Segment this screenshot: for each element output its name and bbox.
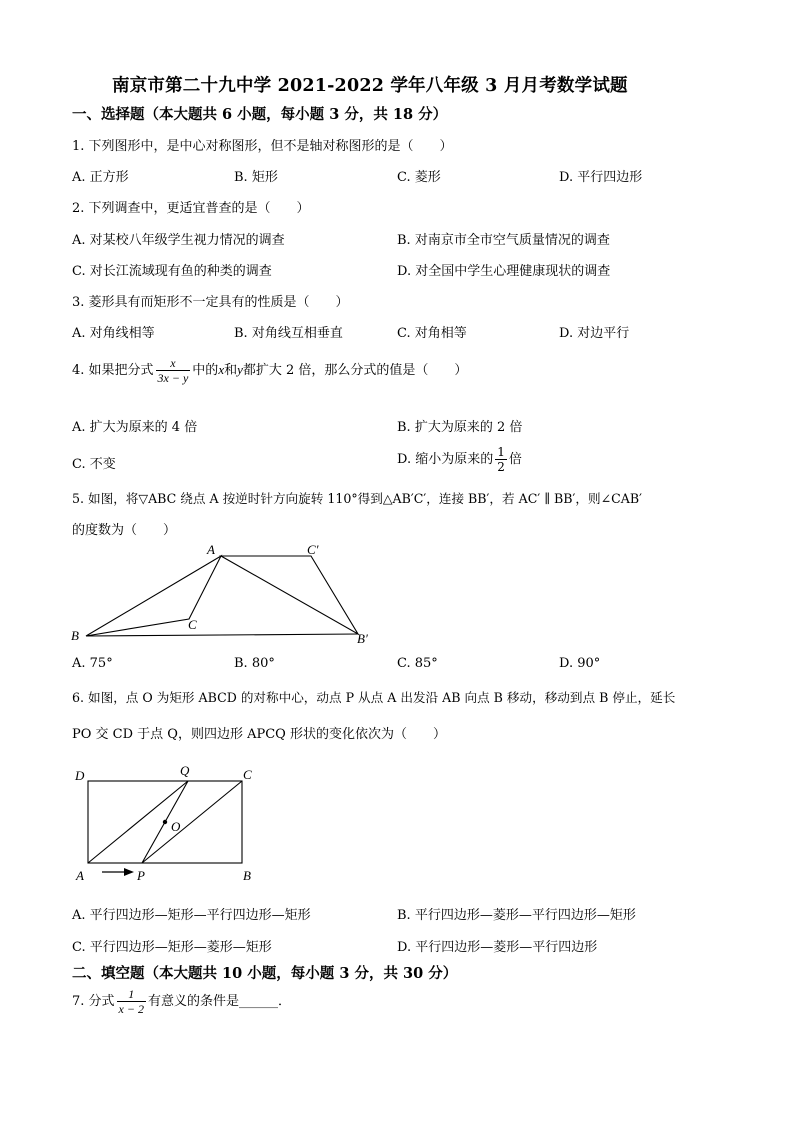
q5-option-b: B. 80° [234,656,275,671]
q4-option-d [397,445,522,474]
q4-var-x: x [218,362,225,377]
q4-option-d-denominator: 2 [497,460,505,474]
q2-option-d: D. 对全国中学生心理健康现状的调查 [397,264,611,279]
q3-option-a: A. 对角线相等 [72,326,155,341]
q3-option-b: B. 对角线互相垂直 [234,326,343,341]
q6-label-b: B [243,868,251,883]
q5-label-b: B [71,628,79,643]
q6-arrow [102,868,134,876]
q5-stem-line2: 的度数为（ ） [72,523,177,538]
q6-stem-line1: 6. 如图，点 O 为矩形 ABCD 的对称中心，动点 P 从点 A 出发沿 AB 向点 B 移动，移动到点 B 停止，延长 [72,690,676,705]
q6-label-q: Q [180,763,190,778]
q3-stem: 3. 菱形具有而矩形不一定具有的性质是（ ） [72,295,349,310]
q4-option-d-fraction [495,445,507,474]
q6-label-d: D [75,768,85,783]
q6-stem-line2: PO 交 CD 于点 Q，则四边形 APCQ 形状的变化依次为（ ） [72,727,446,742]
q4-option-b: B. 扩大为原来的 2 倍 [397,420,523,435]
q1-option-d: D. 平行四边形 [559,170,643,185]
q5-label-a: A [207,542,215,557]
page-title: 南京市第二十九中学 2021-2022 学年八年级 3 月月考数学试题 [112,76,628,96]
q7-stem-post: 有意义的条件是______． [147,994,291,1009]
q6-option-a: A. 平行四边形—矩形—平行四边形—矩形 [72,908,311,923]
q6-label-p: P [137,868,145,883]
q5-figure [64,540,384,650]
q4-stem-mid1: 中的 [192,363,219,378]
q1-option-b: B. 矩形 [234,170,278,185]
q6-label-o: O [171,819,181,834]
q6-option-d: D. 平行四边形—菱形—平行四边形 [397,940,598,955]
q4-stem-post: 都扩大 2 倍，那么分式的值是（ ） [242,363,468,378]
section-fill-heading: 二、填空题（本大题共 10 小题，每小题 3 分，共 30 分） [72,965,458,982]
q2-option-c: C. 对长江流域现有鱼的种类的调查 [72,264,272,279]
q5-triangle-abc [86,556,221,636]
q5-segment-bb1 [86,634,358,636]
q6-label-a: A [76,868,84,883]
q1-stem: 1. 下列图形中，是中心对称图形，但不是轴对称图形的是（ ） [72,139,453,154]
q5-option-c: C. 85° [397,656,438,671]
q7-stem-pre: 7. 分式 [72,994,115,1009]
q7-fraction [117,987,146,1016]
q4-stem-mid2: 和 [224,363,238,378]
q4-stem-pre: 4. 如果把分式 [72,363,154,378]
q2-option-b: B. 对南京市全市空气质量情况的调查 [397,233,610,248]
q7-stem [72,987,291,1016]
q6-segment-pc [142,781,242,863]
q6-option-c: C. 平行四边形—矩形—菱形—矩形 [72,940,272,955]
q6-option-b: B. 平行四边形—菱形—平行四边形—矩形 [397,908,636,923]
q4-fraction-denominator: 3x − y [157,371,189,385]
q4-option-d-post: 倍 [508,452,522,467]
q6-label-c: C [243,767,252,782]
q5-stem-line1: 5. 如图，将▽ABC 绕点 A 按逆时针方向旋转 110°得到△AB′C′，连接 BB′，若 AC′ ∥ BB′，则∠CAB′ [72,491,642,506]
q5-label-c-prime: C′ [307,542,319,557]
q1-option-c: C. 菱形 [397,170,441,185]
q6-center-o [163,820,167,824]
q2-stem: 2. 下列调查中，更适宜普查的是（ ） [72,201,310,216]
q3-option-c: C. 对角相等 [397,326,467,341]
q4-fraction [156,356,191,385]
q5-label-c: C [188,617,197,632]
q5-option-d: D. 90° [559,656,601,671]
q5-label-b-prime: B′ [357,631,368,646]
q7-fraction-denominator: x − 2 [118,1002,144,1016]
q3-option-d: D. 对边平行 [559,326,630,341]
q6-figure [64,760,274,885]
q4-option-d-pre: D. 缩小为原来的 [397,452,494,467]
q4-stem [72,356,467,385]
section-choice-heading: 一、选择题（本大题共 6 小题，每小题 3 分，共 18 分） [72,106,448,123]
q1-option-a: A. 正方形 [72,170,129,185]
q5-option-a: A. 75° [72,656,113,671]
q4-option-c: C. 不变 [72,457,116,472]
q7-fraction-numerator: 1 [117,987,146,1002]
q4-fraction-numerator: x [156,356,191,371]
q4-option-d-numerator: 1 [497,445,505,459]
q5-triangle-ab1c1 [221,556,358,634]
q4-option-a: A. 扩大为原来的 4 倍 [72,420,198,435]
q2-option-a: A. 对某校八年级学生视力情况的调查 [72,233,285,248]
q4-var-y: y [237,362,243,377]
